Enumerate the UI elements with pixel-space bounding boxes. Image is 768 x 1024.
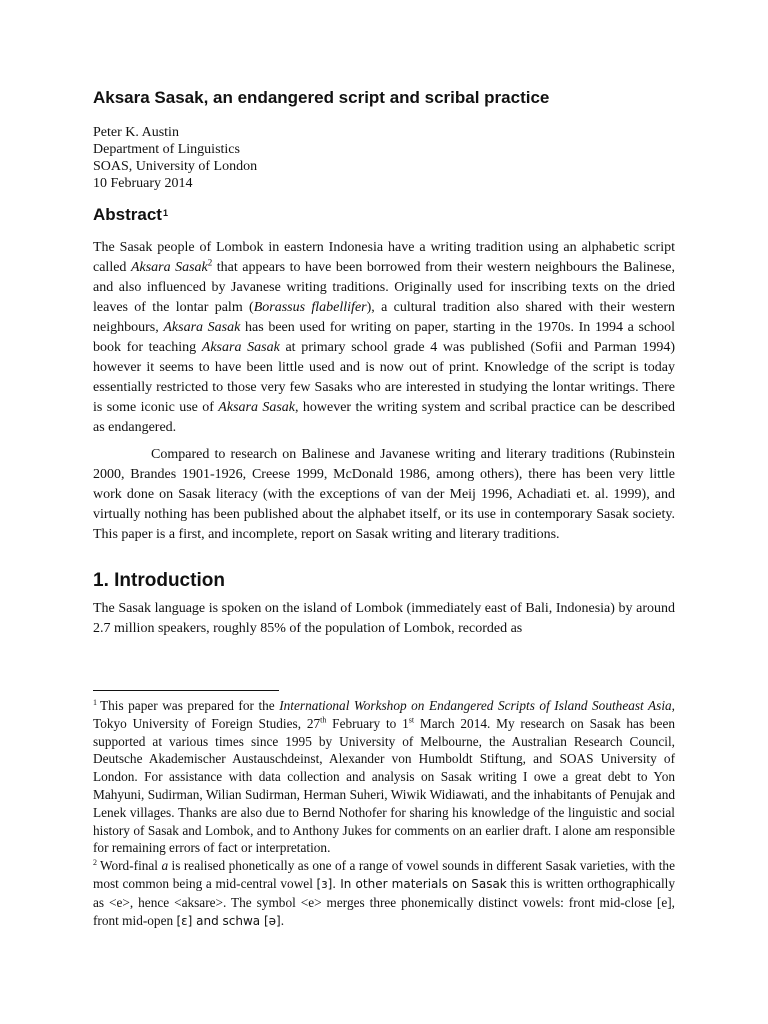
author-department: Department of Linguistics <box>93 142 240 157</box>
author-name: Peter K. Austin <box>93 125 179 140</box>
italic-term: Borassus flabellifer <box>253 300 367 315</box>
italic-term: Aksara Sasak <box>218 400 295 415</box>
footnote-mark: 2 <box>93 857 97 867</box>
introduction-paragraph-1: The Sasak language is spoken on the island of Lombok (immediately east of Bali, Indonesia) by around 2.7 million speakers, roughly 85% of the population of Lombok, recorded as <box>93 601 675 636</box>
ipa-text: [ɛ] and schwa [ə] <box>176 913 281 928</box>
text-run: at primary school grade 4 was published (Sofii and Parman 1994) however it seems to have been little used and is now out of print. Knowledge of the script is today essentially restricted to those very few Sasaks who are interested in studying the lontar writings. There is some iconic use of <box>93 340 676 415</box>
italic-term: Aksara Sasak <box>163 320 241 335</box>
author-institution: SOAS, University of London <box>93 159 258 174</box>
text-run: , however the writing system and scribal practice can be described as endangered. <box>93 400 675 435</box>
text-run: This paper was prepared for the <box>100 698 280 713</box>
ordinal-suffix: th <box>320 715 327 725</box>
text-run: is realised phonetically as one of a range of vowel sounds in different Sasak varieties, with the most common being a mid-central vowel <box>93 858 675 891</box>
text-run: ), a cultural tradition also shared with their western neighbours, <box>93 300 675 335</box>
footnotes <box>93 697 675 930</box>
text-run: February to 1 <box>326 715 409 731</box>
text-run: has been used for writing on paper, starting in the 1970s. In 1994 a school book for teaching <box>93 320 676 355</box>
italic-term: Aksara Sasak <box>130 260 208 275</box>
italic-term: a <box>161 858 169 874</box>
section-heading-introduction: 1. Introduction <box>93 570 225 591</box>
footnote-1 <box>93 697 675 857</box>
paper-date: 10 February 2014 <box>93 176 193 191</box>
italic-title: International Workshop on Endangered Scripts of Island Southeast Asia <box>279 698 672 713</box>
paper-title: Aksara Sasak, an endangered script and scribal practice <box>93 88 550 107</box>
ipa-text: [ɜ]. In other materials on Sasak <box>316 876 507 891</box>
footnote-mark: 1 <box>93 697 97 707</box>
text-run: Word-final <box>100 858 162 874</box>
abstract-paragraph-2: Compared to research on Balinese and Javanese writing and literary traditions (Rubinstein 2000, Brandes 1901-1926, Creese 1999, McDonald 1986, among others), there has been very little work done on Sasak literacy (with the exceptions of van der Meij 1996, Achadiati et. al. 1999), and virtually nothing has been published about the alphabet itself, or its use in contemporary Sasak society. This paper is a first, and incomplete, report on Sasak writing and literary traditions. <box>93 447 675 542</box>
text-run: March 2014. My research on Sasak has been supported at various times since 1995 by University of Melbourne, the Australian Research Council, Deutsche Akademischer Austauschdeinst, Alexander von Humboldt Stiftung, and SOAS University of London. For assistance with data collection and analysis on Sasak writing I owe a great debt to Yon Mahyuni, Sudirman, Wilian Sudirman, Herman Suheri, Wiwik Widiawati, and the inhabitants of Penujak and Lenek villages. Thanks are also due to Bernd Nothofer for sharing his knowledge of the linguistic and social history of Sasak and Lombok, and to Anthony Jukes for comments on an earlier draft. I alone am responsible for remaining errors of fact or interpretation. <box>93 715 676 856</box>
abstract-heading-text: Abstract <box>93 205 162 224</box>
author-block <box>93 124 493 192</box>
abstract-paragraph-1 <box>93 238 675 438</box>
text-run: The Sasak people of Lombok in eastern Indonesia have a writing tradition using an alphabetic script called <box>93 240 675 275</box>
footnote-2 <box>93 857 675 930</box>
footnote-ref-1[interactable]: 1 <box>162 208 168 218</box>
footnote-ref-2[interactable]: 2 <box>207 257 213 268</box>
text-run: . <box>280 912 285 928</box>
italic-term: Aksara Sasak <box>201 340 280 355</box>
text-run: , Tokyo University of Foreign Studies, 27 <box>93 698 675 731</box>
text-run: this is written orthographically as <e>, hence <aksare>. The symbol <e> merges three phonemically distinct vowels: front mid-close [e], front mid-open <box>93 875 676 928</box>
abstract-heading <box>93 205 168 225</box>
text-run: that appears to have been borrowed from their western neighbours the Balinese, and also influenced by Javanese writing traditions. Originally used for inscribing texts on the dried leaves of the lontar palm ( <box>93 260 675 315</box>
footnote-divider <box>93 690 279 691</box>
ordinal-suffix: st <box>408 715 415 725</box>
